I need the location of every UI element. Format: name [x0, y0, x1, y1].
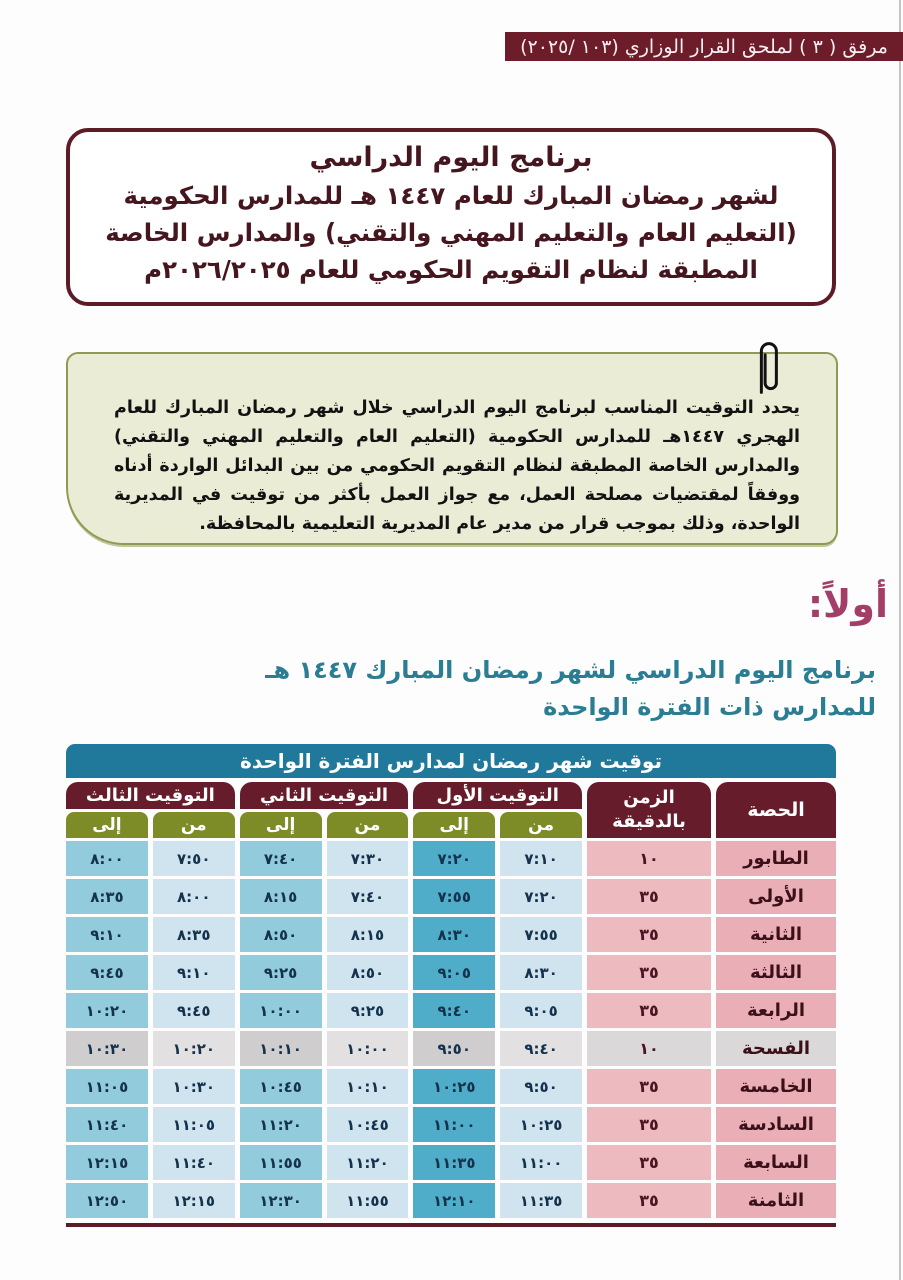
- session-name-cell: الطابور: [716, 841, 836, 876]
- title-heading: برنامج اليوم الدراسي: [309, 142, 593, 173]
- time-cell: ٧:١٠: [500, 841, 582, 876]
- title-box: [66, 128, 836, 306]
- section-heading: أولاً:: [807, 582, 888, 626]
- time-cell: ٨:٠٠: [153, 879, 235, 914]
- note-box: [66, 352, 838, 545]
- session-name-cell: الرابعة: [716, 993, 836, 1028]
- paperclip-icon: [752, 336, 782, 400]
- minutes-cell: ٣٥: [587, 917, 711, 952]
- time-cell: ٩:٤٠: [413, 993, 495, 1028]
- time-cell: ١١:٥٥: [327, 1183, 409, 1218]
- time-cell: ١١:٥٥: [240, 1145, 322, 1180]
- time-cell: ٧:٤٠: [240, 841, 322, 876]
- minutes-cell: ٣٥: [587, 955, 711, 990]
- time-cell: ١١:٠٠: [500, 1145, 582, 1180]
- time-cell: ٧:٥٥: [413, 879, 495, 914]
- time-cell: ٧:٢٠: [413, 841, 495, 876]
- time-cell: ١٠:٢٥: [500, 1107, 582, 1142]
- schedule-table: [66, 744, 836, 1227]
- header-bar: [505, 32, 903, 61]
- minutes-cell: ٣٥: [587, 1069, 711, 1104]
- time-cell: ١١:٣٥: [413, 1145, 495, 1180]
- time-cell: ٧:٥٠: [153, 841, 235, 876]
- subheader-from-3: من: [153, 812, 235, 838]
- time-cell: ١٠:٣٠: [153, 1069, 235, 1104]
- session-name-cell: الخامسة: [716, 1069, 836, 1104]
- session-name-cell: الفسحة: [716, 1031, 836, 1066]
- minutes-cell: ٣٥: [587, 1145, 711, 1180]
- time-cell: ٩:٠٥: [413, 955, 495, 990]
- time-cell: ١٠:٢٠: [153, 1031, 235, 1066]
- time-cell: ١١:٣٥: [500, 1183, 582, 1218]
- subheader-to-2: إلى: [240, 812, 322, 838]
- time-cell: ٨:٥٠: [327, 955, 409, 990]
- time-cell: ١٢:٥٠: [66, 1183, 148, 1218]
- time-cell: ١٠:٠٠: [327, 1031, 409, 1066]
- title-body: لشهر رمضان المبارك للعام ١٤٤٧ هـ للمدارس الحكومية (التعليم العام والتعليم المهني والتقني) والمدارس الخاصة المطبقة لنظام التقويم الحكومي للعام ٢٠٢٦/٢٠٢٥م: [105, 181, 797, 284]
- time-cell: ١٠:٤٥: [327, 1107, 409, 1142]
- time-cell: ١١:٠٥: [66, 1069, 148, 1104]
- time-cell: ١٢:١٥: [66, 1145, 148, 1180]
- session-name-cell: الثامنة: [716, 1183, 836, 1218]
- column-header-minutes-line1: الزمن: [623, 787, 675, 808]
- time-cell: ١٠:١٠: [327, 1069, 409, 1104]
- session-name-cell: الأولى: [716, 879, 836, 914]
- time-cell: ٧:٥٥: [500, 917, 582, 952]
- time-cell: ٨:٣٥: [66, 879, 148, 914]
- time-cell: ٩:٤٠: [500, 1031, 582, 1066]
- time-cell: ١١:٠٥: [153, 1107, 235, 1142]
- time-cell: ١١:٠٠: [413, 1107, 495, 1142]
- minutes-cell: ٣٥: [587, 1183, 711, 1218]
- column-header-minutes: [587, 782, 711, 838]
- time-cell: ١٠:٠٠: [240, 993, 322, 1028]
- session-name-cell: الثانية: [716, 917, 836, 952]
- session-name-cell: السادسة: [716, 1107, 836, 1142]
- table-bottom-rule: [66, 1223, 836, 1227]
- time-cell: ٨:١٥: [327, 917, 409, 952]
- time-cell: ١٢:٣٠: [240, 1183, 322, 1218]
- time-cell: ٨:٥٠: [240, 917, 322, 952]
- time-cell: ١١:٤٠: [66, 1107, 148, 1142]
- time-cell: ٨:٣٠: [413, 917, 495, 952]
- time-cell: ٩:٢٥: [240, 955, 322, 990]
- time-cell: ١٠:١٠: [240, 1031, 322, 1066]
- time-cell: ١٠:٢٥: [413, 1069, 495, 1104]
- time-cell: ٩:٥٠: [500, 1069, 582, 1104]
- time-cell: ٨:١٥: [240, 879, 322, 914]
- time-cell: ٧:٢٠: [500, 879, 582, 914]
- table-banner: توقيت شهر رمضان لمدارس الفترة الواحدة: [66, 744, 836, 778]
- table-grid: [66, 782, 836, 1218]
- section-subtitle: [265, 652, 876, 726]
- time-cell: ١٠:٤٥: [240, 1069, 322, 1104]
- minutes-cell: ٣٥: [587, 1107, 711, 1142]
- subheader-from-1: من: [500, 812, 582, 838]
- page-edge-line: [899, 0, 901, 1280]
- subheader-from-2: من: [327, 812, 409, 838]
- time-cell: ١٢:١٥: [153, 1183, 235, 1218]
- column-header-session: الحصة: [716, 782, 836, 838]
- time-cell: ٧:٣٠: [327, 841, 409, 876]
- time-cell: ٩:٢٥: [327, 993, 409, 1028]
- header-bar-text: مرفق ( ٣ ) لملحق القرار الوزاري (١٠٣ /٢٠٢٥): [520, 35, 888, 58]
- time-cell: ٩:٥٠: [413, 1031, 495, 1066]
- section-subtitle-line1: برنامج اليوم الدراسي لشهر رمضان المبارك ١٤٤٧ هـ: [265, 656, 876, 684]
- time-cell: ١١:٢٠: [327, 1145, 409, 1180]
- column-header-minutes-line2: بالدقيقة: [612, 811, 686, 832]
- minutes-cell: ١٠: [587, 1031, 711, 1066]
- time-cell: ٨:٠٠: [66, 841, 148, 876]
- time-cell: ٨:٣٥: [153, 917, 235, 952]
- time-cell: ١٠:٣٠: [66, 1031, 148, 1066]
- column-header-timing-1: التوقيت الأول: [413, 782, 582, 809]
- time-cell: ٩:٤٥: [153, 993, 235, 1028]
- time-cell: ٩:١٠: [66, 917, 148, 952]
- time-cell: ١١:٤٠: [153, 1145, 235, 1180]
- column-header-timing-3: التوقيت الثالث: [66, 782, 235, 809]
- time-cell: ٨:٣٠: [500, 955, 582, 990]
- session-name-cell: السابعة: [716, 1145, 836, 1180]
- note-text: يحدد التوقيت المناسب لبرنامج اليوم الدراسي خلال شهر رمضان المبارك للعام الهجري ١٤٤٧هـ للمدارس الحكومية (التعليم العام والتعليم المهني والتقني) والمدارس الخاصة المطبقة لنظام التقويم الحكومي من بين البدائل الواردة أدناه ووفقاً لمقتضيات مصلحة العمل، مع جواز العمل بأكثر من توقيت في المديرية الواحدة، وذلك بموجب قرار من مدير عام المديرية التعليمية بالمحافظة.: [114, 398, 800, 534]
- session-name-cell: الثالثة: [716, 955, 836, 990]
- column-header-timing-2: التوقيت الثاني: [240, 782, 409, 809]
- minutes-cell: ٣٥: [587, 993, 711, 1028]
- time-cell: ٩:١٠: [153, 955, 235, 990]
- time-cell: ١٢:١٠: [413, 1183, 495, 1218]
- time-cell: ١١:٢٠: [240, 1107, 322, 1142]
- subheader-to-3: إلى: [66, 812, 148, 838]
- subheader-to-1: إلى: [413, 812, 495, 838]
- minutes-cell: ٣٥: [587, 879, 711, 914]
- time-cell: ٩:٠٥: [500, 993, 582, 1028]
- time-cell: ٩:٤٥: [66, 955, 148, 990]
- time-cell: ١٠:٢٠: [66, 993, 148, 1028]
- section-subtitle-line2: للمدارس ذات الفترة الواحدة: [543, 693, 876, 721]
- time-cell: ٧:٤٠: [327, 879, 409, 914]
- minutes-cell: ١٠: [587, 841, 711, 876]
